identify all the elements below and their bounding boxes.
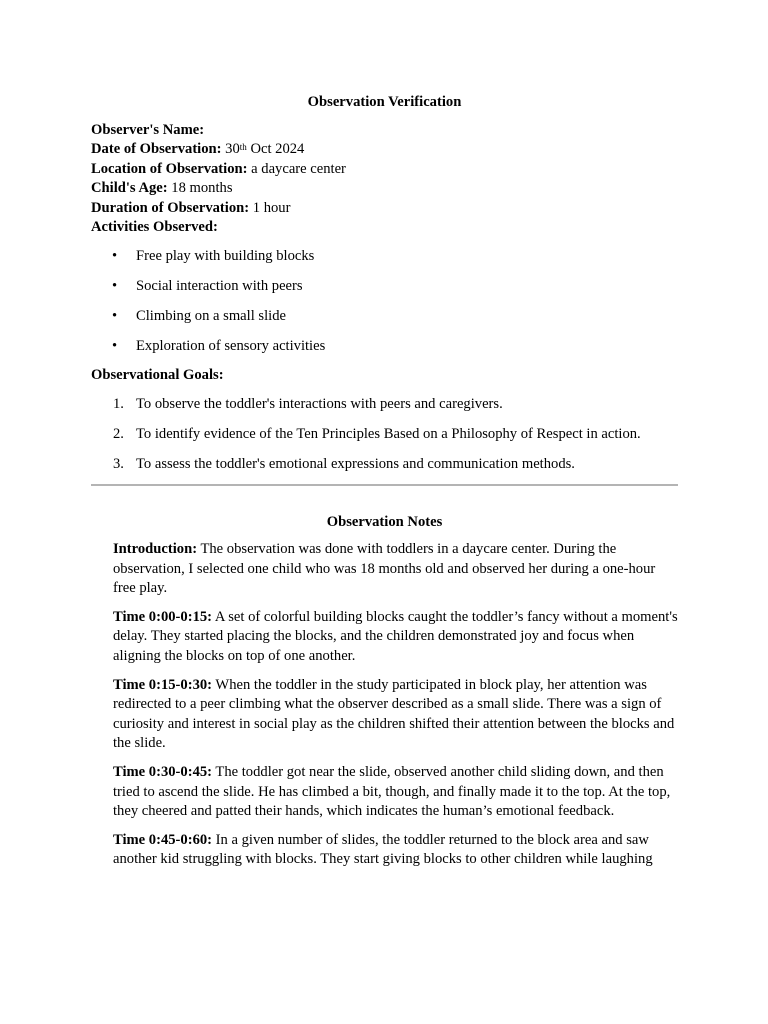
goal-text: To observe the toddler's interactions with peers and caregivers. [136,396,503,413]
date-day: 30 [225,141,240,158]
notes-title: Observation Notes [326,514,443,531]
duration-line [91,199,678,218]
activities-line [91,218,678,237]
note-label: Time 0:45-0:60: [113,831,213,848]
activity-text: Free play with building blocks [136,248,315,265]
list-item [91,337,678,356]
duration-label: Duration of Observation: [91,199,250,216]
date-label: Date of Observation: [91,141,222,158]
date-month-year: Oct 2024 [250,141,305,158]
note-label: Time 0:30-0:45: [113,764,213,781]
bullet-icon: • [112,248,118,265]
goal-text: To assess the toddler's emotional expressions and communication methods. [136,455,575,472]
location-line [91,160,678,179]
location-value: a daycare center [251,160,346,177]
goals-heading: Observational Goals: [91,367,224,384]
goal-number: 1. [113,396,124,413]
note-label: Time 0:00-0:15: [113,609,213,626]
list-item [91,455,678,474]
list-item [91,247,678,266]
goal-text: To identify evidence of the Ten Principles Based on a Philosophy of Respect in action. [136,425,641,442]
section-divider [91,484,678,486]
list-item [91,425,678,444]
goal-number: 3. [113,455,124,472]
list-item [91,277,678,296]
document-page [91,92,678,879]
list-item [91,395,678,414]
activity-text: Social interaction with peers [136,278,303,295]
note-text: A set of colorful building blocks caught the toddler’s fancy without a moment's delay. They started placing the blocks, and the children demonstrated joy and focus when aligning the blocks on top of one another. [113,609,678,664]
observer-name-label: Observer's Name: [91,122,205,138]
goal-number: 2. [113,425,124,442]
activities-label: Activities Observed: [91,219,218,236]
activities-list [91,247,678,355]
note-paragraph [113,763,678,821]
bullet-icon: • [112,337,118,354]
goals-list [91,395,678,473]
note-paragraph [113,676,678,754]
date-line [91,140,678,159]
note-text: The observation was done with toddlers in a daycare center. During the observation, I selected one child who was 18 months old and observed her during a one-hour free play. [113,541,656,597]
note-text: When the toddler in the study participated in block play, her attention was redirected to a peer climbing what the observer described as a small slide. There was a sign of curiosity and interest in social play as the children shifted their attention between the blocks and the slide. [113,676,675,752]
note-paragraph [113,831,678,870]
list-item [91,307,678,326]
observer-name-line [91,121,678,140]
note-paragraph [113,608,678,666]
note-label: Introduction: [113,541,198,558]
activity-text: Climbing on a small slide [136,307,286,324]
note-text: The toddler got near the slide, observed another child sliding down, and then tried to ascend the slide. He has climbed a bit, though, and finally made it to the top. At the top, they cheered and patted their hands, which indicates the human’s emotional feedback. [113,764,671,819]
location-label: Location of Observation: [91,160,248,177]
note-text: In a given number of slides, the toddler returned to the block area and saw another kid struggling with blocks. They start giving blocks to other children while laughing [113,831,653,868]
age-label: Child's Age: [91,180,168,197]
bullet-icon: • [112,278,118,295]
note-paragraph [113,540,678,598]
bullet-icon: • [112,307,118,324]
note-label: Time 0:15-0:30: [113,676,213,693]
duration-value: 1 hour [252,199,291,216]
age-line [91,179,678,198]
age-value: 18 months [171,180,233,197]
observation-notes-section [91,513,678,869]
date-ordinal-suffix: th [239,142,247,153]
document-title: Observation Verification [307,94,462,110]
activity-text: Exploration of sensory activities [136,337,326,354]
